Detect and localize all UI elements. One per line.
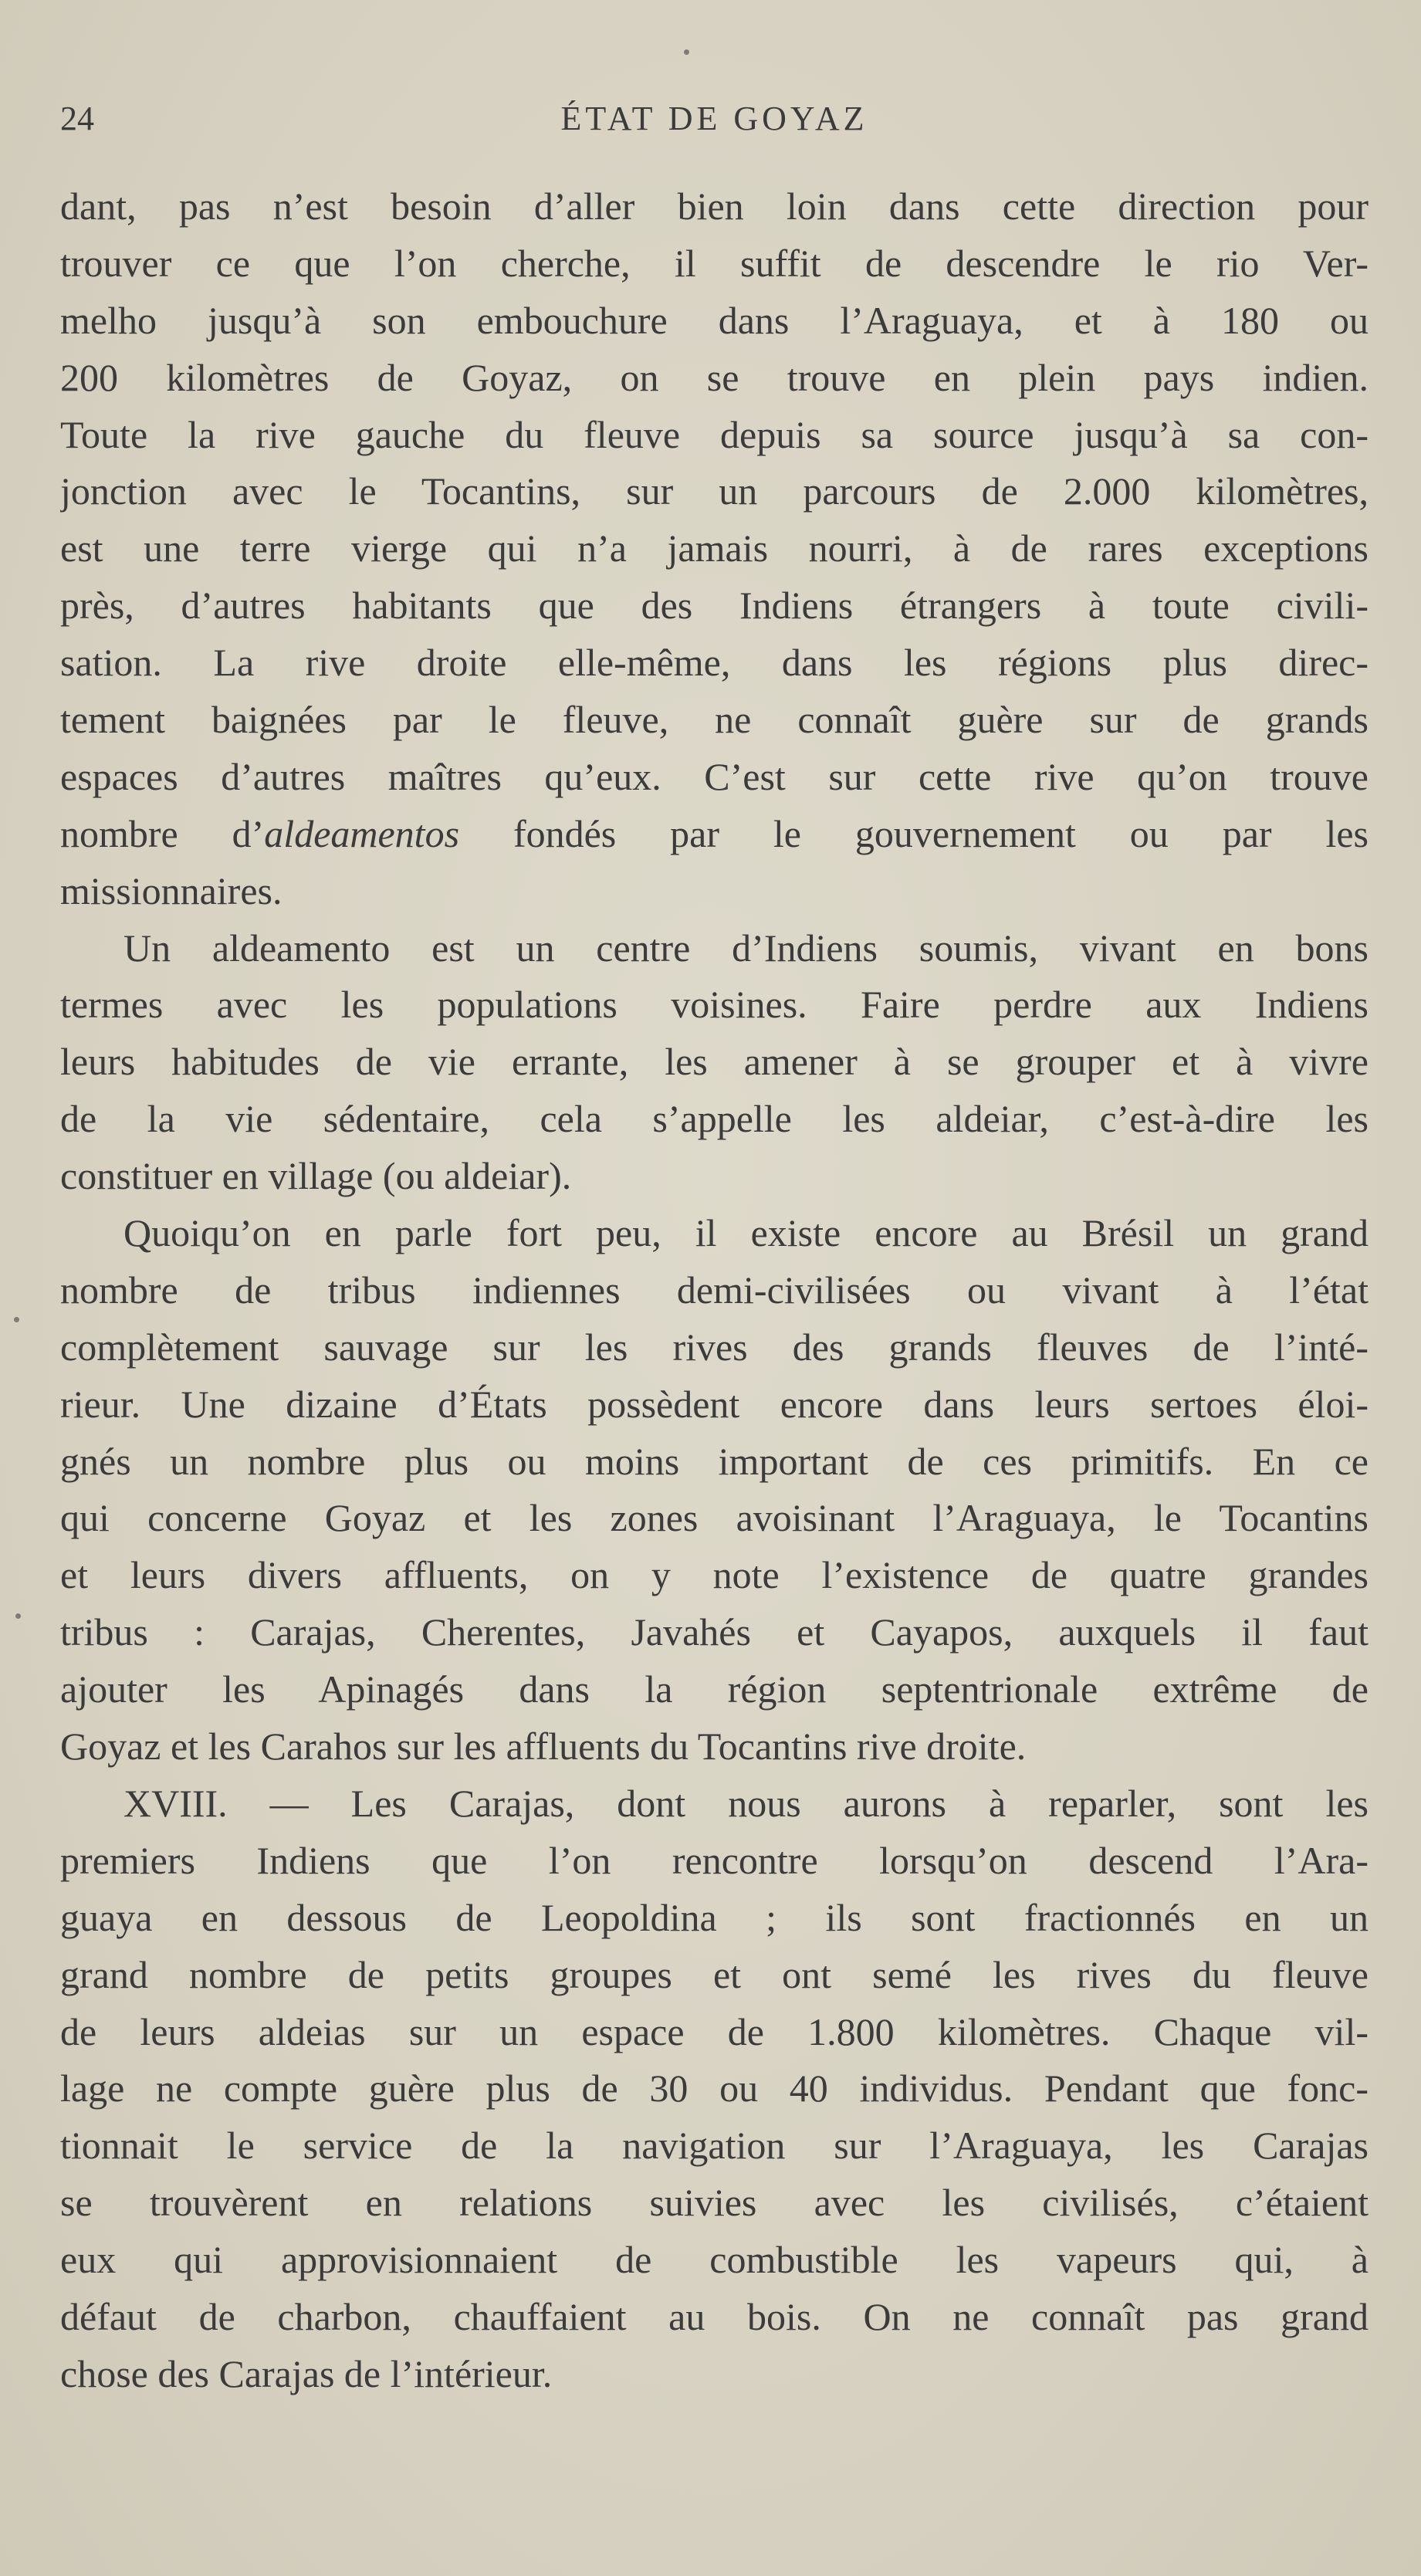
text-line: tement baignées par le fleuve, ne connaît guère sur de grands [60, 698, 1369, 742]
text-line: Un aldeamento est un centre d’Indiens soumis, vivant en bons [123, 926, 1369, 970]
text-line: nombre de tribus indiennes demi-civilisées ou vivant à l’état [60, 1268, 1369, 1312]
running-title: ÉTAT DE GOYAZ [560, 100, 868, 137]
text-line: melho jusqu’à son embouchure dans l’Araguaya, et à 180 ou [60, 298, 1369, 342]
text-line: eux qui approvisionnaient de combustible les vapeurs qui, à [60, 2238, 1369, 2282]
italic-term: aldeamentos [264, 811, 460, 855]
text-line: tionnait le service de la navigation sur l’Araguaya, les Carajas [60, 2124, 1369, 2168]
page-number: 24 [60, 100, 94, 137]
text-line: est une terre vierge qui n’a jamais nourri, à de rares exceptions [60, 526, 1369, 570]
text-line: espaces d’autres maîtres qu’eux. C’est sur cette rive qu’on trouve [60, 754, 1369, 798]
text-line: termes avec les populations voisines. Faire perdre aux Indiens [60, 983, 1369, 1027]
text-line: missionnaires. [60, 868, 283, 912]
print-speck [15, 1613, 21, 1619]
text-line: de leurs aldeias sur un espace de 1.800 kilomètres. Chaque vil- [60, 2009, 1369, 2053]
body-text [60, 178, 1369, 2403]
text-line: gnés un nombre plus ou moins important de ces primitifs. En ce [60, 1439, 1369, 1483]
text-line: trouver ce que l’on cherche, il suffit de descendre le rio Ver- [60, 241, 1369, 285]
text-line: rieur. Une dizaine d’États possèdent encore dans leurs sertoes éloi- [60, 1382, 1369, 1426]
text-line: ajouter les Apinagés dans la région septentrionale extrême de [60, 1667, 1369, 1711]
text-line: Goyaz et les Carahos sur les affluents du Tocantins rive droite. [60, 1725, 1027, 1769]
text-line: leurs habitudes de vie errante, les amener à se grouper et à vivre [60, 1040, 1369, 1084]
text-line: complètement sauvage sur les rives des grands fleuves de l’inté- [60, 1325, 1369, 1369]
text-line: se trouvèrent en relations suivies avec les civilisés, c’étaient [60, 2181, 1369, 2225]
text-line: constituer en village (ou aldeiar). [60, 1154, 572, 1198]
text-line: chose des Carajas de l’intérieur. [60, 2351, 553, 2395]
text-line: 200 kilomètres de Goyaz, on se trouve en plein pays indien. [60, 355, 1369, 399]
page-header [60, 99, 1369, 145]
print-speck [684, 49, 689, 55]
text-line: tribus : Carajas, Cherentes, Javahés et Cayapos, auxquels il faut [60, 1610, 1369, 1654]
text-line: qui concerne Goyaz et les zones avoisinant l’Araguaya, le Tocantins [60, 1496, 1369, 1540]
print-speck [14, 1317, 19, 1322]
text-line: et leurs divers affluents, on y note l’existence de quatre grandes [60, 1553, 1369, 1597]
text-line: lage ne compte guère plus de 30 ou 40 individus. Pendant que fonc- [60, 2067, 1369, 2111]
text-line: près, d’autres habitants que des Indiens étrangers à toute civili- [60, 584, 1369, 628]
text-line: sation. La rive droite elle-même, dans les régions plus direc- [60, 641, 1369, 685]
text-line: Quoiqu’on en parle fort peu, il existe encore au Brésil un grand [123, 1211, 1369, 1255]
text-line: grand nombre de petits groupes et ont semé les rives du fleuve [60, 1952, 1369, 1996]
text-line: premiers Indiens que l’on rencontre lorsqu’on descend l’Ara- [60, 1838, 1369, 1882]
text-line: défaut de charbon, chauffaient au bois. On ne connaît pas grand [60, 2294, 1369, 2338]
text-line: Toute la rive gauche du fleuve depuis sa source jusqu’à sa con- [60, 412, 1369, 456]
text-line: guaya en dessous de Leopoldina ; ils sont fractionnés en un [60, 1895, 1369, 1939]
text-line: dant, pas n’est besoin d’aller bien loin dans cette direction pour [60, 184, 1369, 228]
text-line: nombre d’aldeamentos fondés par le gouvernement ou par les [60, 811, 1369, 855]
text-line: XVIII. — Les Carajas, dont nous aurons à reparler, sont les [123, 1781, 1369, 1825]
text-line: de la vie sédentaire, cela s’appelle les aldeiar, c’est-à-dire les [60, 1097, 1369, 1141]
text-line: jonction avec le Tocantins, sur un parcours de 2.000 kilomètres, [60, 469, 1369, 513]
